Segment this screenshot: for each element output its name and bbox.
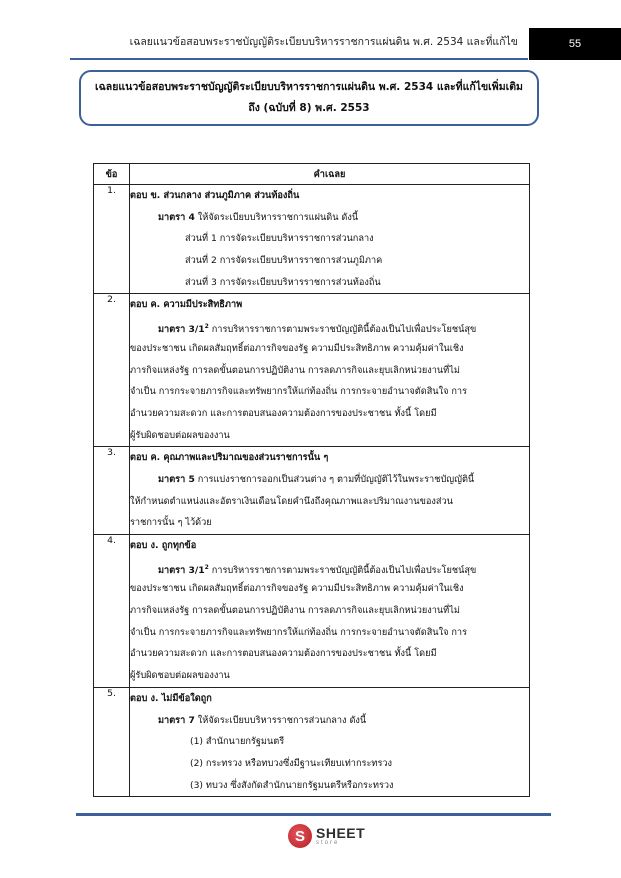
footnote-ref: 2 — [204, 323, 209, 331]
list-item: ส่วนที่ 2 การจัดระเบียบบริหารราชการส่วนภูมิภาค — [185, 255, 383, 267]
answer-cell — [130, 447, 530, 535]
paragraph-line: ผู้รับผิดชอบต่อผลของงาน — [130, 670, 230, 682]
document-title-line2: ถึง (ฉบับที่ 8) พ.ศ. 2553 — [248, 102, 370, 114]
section-text: การบริหารราชการตามพระราชบัญญัตินี้ต้องเป็นไปเพื่อประโยชน์สุข — [208, 324, 477, 336]
answer-choice: ตอบ ค. ความมีประสิทธิภาพ — [130, 299, 243, 311]
answer-table — [93, 163, 530, 797]
answer-cell — [130, 687, 530, 796]
logo-name: SHEET — [316, 825, 366, 841]
logo-s-icon: S — [288, 824, 312, 848]
document-title-box — [79, 70, 539, 126]
paragraph-line: ของประชาชน เกิดผลสัมฤทธิ์ต่อภารกิจของรัฐ ความมีประสิทธิภาพ ความคุ้มค่าในเชิง — [130, 342, 464, 354]
document-title-line1: เฉลยแนวข้อสอบพระราชบัญญัติระเบียบบริหารราชการแผ่นดิน พ.ศ. 2534 และที่แก้ไขเพิ่มเติม — [95, 81, 523, 93]
list-item: (3) ทบวง ซึ่งสังกัดสำนักนายกรัฐมนตรีหรือกระทรวง — [190, 779, 394, 791]
section-text: การแบ่งราชการออกเป็นส่วนต่าง ๆ ตามที่บัญญัติไว้ในพระราชบัญญัตินี้ — [194, 473, 475, 485]
section-label: มาตรา 3/1 — [158, 324, 205, 336]
answer-cell — [130, 294, 530, 447]
question-number: 1. — [94, 185, 130, 294]
paragraph-line: อำนวยความสะดวก และการตอบสนองความต้องการของประชาชน ทั้งนี้ โดยมี — [130, 407, 437, 419]
section-line — [130, 557, 529, 579]
answer-choice: ตอบ ข. ส่วนกลาง ส่วนภูมิภาค ส่วนท้องถิ่น — [130, 190, 300, 201]
list-item: ส่วนที่ 3 การจัดระเบียบบริหารราชการส่วนท้องถิ่น — [185, 276, 381, 288]
list-item: (2) กระทรวง หรือทบวงซึ่งมีฐานะเทียบเท่ากระทรวง — [190, 757, 393, 769]
question-number: 5. — [94, 687, 130, 796]
section-label: มาตรา 5 — [158, 473, 195, 485]
paragraph-line: ผู้รับผิดชอบต่อผลของงาน — [130, 429, 230, 441]
paragraph-line: ภารกิจแหล่งรัฐ การลดขั้นตอนการปฏิบัติงาน การลดภารกิจและยุบเลิกหน่วยงานที่ไม่ — [130, 364, 460, 376]
list-item: ส่วนที่ 1 การจัดระเบียบบริหารราชการส่วนกลาง — [185, 233, 374, 245]
paragraph-line: ภารกิจแหล่งรัฐ การลดขั้นตอนการปฏิบัติงาน การลดภารกิจและยุบเลิกหน่วยงานที่ไม่ — [130, 605, 460, 617]
paragraph-line: ราชการนั้น ๆ ไว้ด้วย — [130, 517, 212, 529]
paragraph-line: จำเป็น การกระจายภารกิจและทรัพยากรให้แก่ท้องถิ่น การกระจายอำนาจตัดสินใจ การ — [130, 386, 468, 398]
logo-text — [316, 826, 365, 846]
paragraph-line: อำนวยความสะดวก และการตอบสนองความต้องการของประชาชน ทั้งนี้ โดยมี — [130, 648, 437, 660]
section-line — [130, 316, 529, 338]
header-title: เฉลยแนวข้อสอบพระราชบัญญัติระเบียบบริหารราชการแผ่นดิน พ.ศ. 2534 และที่แก้ไข — [129, 36, 518, 48]
answer-choice: ตอบ ง. ถูกทุกข้อ — [130, 540, 197, 551]
section-label: มาตรา 4 — [158, 211, 195, 223]
question-number: 3. — [94, 447, 130, 535]
question-number: 2. — [94, 294, 130, 447]
section-text: ให้จัดระเบียบบริหารราชการส่วนกลาง ดังนี้ — [194, 714, 367, 726]
paragraph-line: ของประชาชน เกิดผลสัมฤทธิ์ต่อภารกิจของรัฐ ความมีประสิทธิภาพ ความคุ้มค่าในเชิง — [130, 583, 464, 595]
section-label: มาตรา 3/1 — [158, 564, 205, 576]
answer-cell — [130, 535, 530, 688]
logo-sub: store — [316, 840, 340, 846]
answer-choice: ตอบ ค. คุณภาพและปริมาณของส่วนราชการนั้น ๆ — [130, 452, 329, 464]
table-row — [94, 535, 530, 688]
paragraph-line: จำเป็น การกระจายภารกิจและทรัพยากรให้แก่ท้องถิ่น การกระจายอำนาจตัดสินใจ การ — [130, 626, 468, 638]
section-label: มาตรา 7 — [158, 714, 195, 726]
sheet-store-logo — [288, 823, 365, 849]
table-row — [94, 687, 530, 796]
footer-divider — [76, 813, 551, 816]
paragraph-line: ให้กำหนดตำแหน่งและอัตราเงินเดือนโดยคำนึงถึงคุณภาพและปริมาณงานของส่วน — [130, 495, 453, 507]
answer-cell — [130, 185, 530, 294]
page-header — [70, 28, 528, 60]
column-header-no: ข้อ — [94, 164, 130, 185]
table-row — [94, 294, 530, 447]
question-number: 4. — [94, 535, 130, 688]
answer-choice: ตอบ ง. ไม่มีข้อใดถูก — [130, 692, 212, 704]
column-header-answer: คำเฉลย — [130, 164, 530, 185]
section-text: การบริหารราชการตามพระราชบัญญัตินี้ต้องเป็นไปเพื่อประโยชน์สุข — [208, 564, 477, 576]
table-row — [94, 447, 530, 535]
table-row — [94, 185, 530, 294]
section-line — [130, 207, 529, 229]
page-number: 55 — [529, 28, 621, 60]
section-line — [130, 469, 529, 491]
list-item: (1) สำนักนายกรัฐมนตรี — [190, 736, 285, 748]
footnote-ref: 2 — [204, 563, 209, 571]
section-line — [130, 710, 529, 732]
table-header-row — [94, 164, 530, 185]
section-text: ให้จัดระเบียบบริหารราชการแผ่นดิน ดังนี้ — [194, 211, 359, 223]
